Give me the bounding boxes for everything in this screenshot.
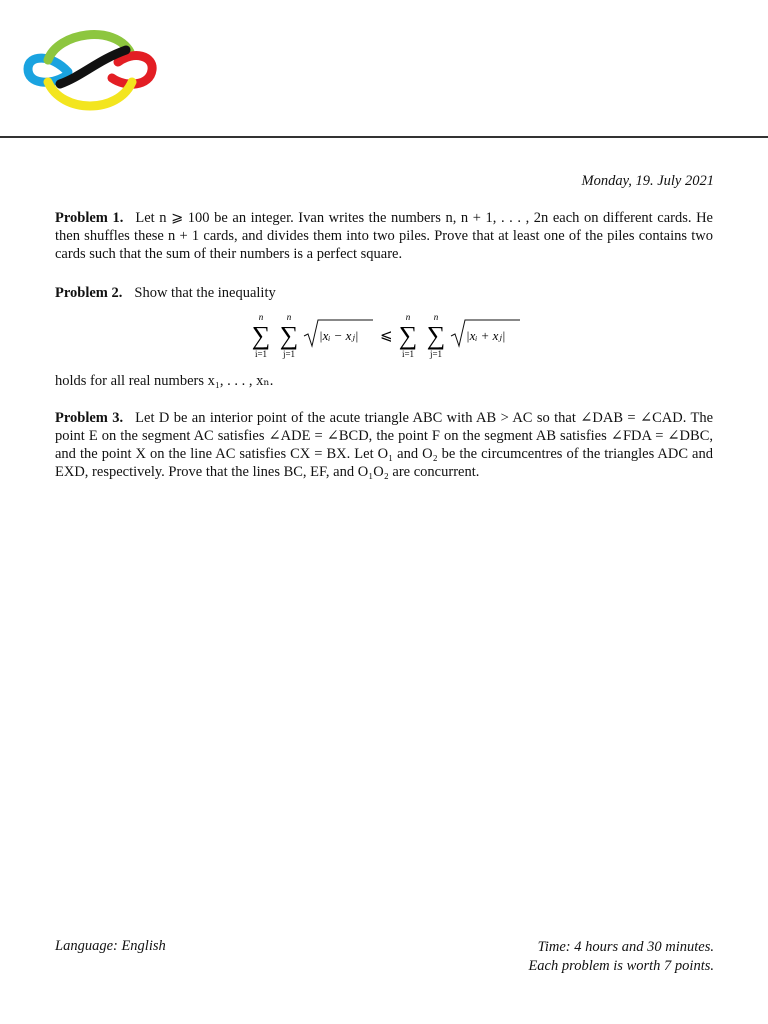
- inequality-formula: [246, 312, 546, 362]
- sum-lower: i=1: [401, 349, 415, 359]
- sum-sign: ∑: [426, 321, 446, 350]
- sum-sign: ∑: [398, 321, 418, 350]
- sum-upper: n: [433, 312, 439, 322]
- sum-upper: n: [258, 312, 264, 322]
- right-radicand: |xᵢ + xⱼ|: [466, 328, 506, 343]
- problem-2-intro: Show that the inequality: [134, 285, 276, 301]
- sum-lower: j=1: [282, 349, 296, 359]
- time-note: Time: 4 hours and 30 minutes.: [537, 939, 714, 955]
- relation: ⩽: [380, 328, 393, 344]
- left-radicand: |xᵢ − xⱼ|: [319, 328, 359, 343]
- imo-logo: [22, 24, 158, 114]
- problem-2-label: Problem 2.: [55, 285, 123, 301]
- problem-1-label: Problem 1.: [55, 210, 124, 226]
- header-rule: [0, 136, 768, 138]
- problem-3: [55, 409, 713, 481]
- exam-date: Monday, 19. July 2021: [581, 173, 714, 189]
- problem-2-outro: holds for all real numbers x₁, . . . , xₙ.: [55, 373, 274, 389]
- points-note: Each problem is worth 7 points.: [528, 958, 714, 974]
- sum-upper: n: [286, 312, 292, 322]
- language-note: Language: English: [55, 938, 166, 954]
- sum-sign: ∑: [251, 321, 271, 350]
- problem-1: [55, 209, 713, 263]
- sum-sign: ∑: [279, 321, 299, 350]
- problem-3-text: Let D be an interior point of the acute triangle ABC with AB > AC so that ∠DAB = ∠CAD. The point E on the segment AC satisfies ∠ADE = ∠BCD, the point F on the segment AB satisfies ∠FDA = ∠DBC, and the point X on the line AC satisfies CX = BX. Let O₁ and O₂ be the circumcentres of the triangles ADC and EXD, respectively. Prove that the lines BC, EF, and O₁O₂ are concurrent.: [55, 410, 714, 480]
- problem-1-text: Let n ⩾ 100 be an integer. Ivan writes the numbers n, n + 1, . . . , 2n each on different cards. He then shuffles these n + 1 cards, and divides them into two piles. Prove that at least one of the piles contains two cards such that the sum of their numbers is a perfect square.: [55, 210, 713, 262]
- sum-upper: n: [405, 312, 411, 322]
- problem-2: [55, 284, 713, 302]
- problem-3-label: Problem 3.: [55, 410, 124, 426]
- sum-lower: i=1: [254, 349, 268, 359]
- exam-info: [528, 938, 714, 976]
- sum-lower: j=1: [429, 349, 443, 359]
